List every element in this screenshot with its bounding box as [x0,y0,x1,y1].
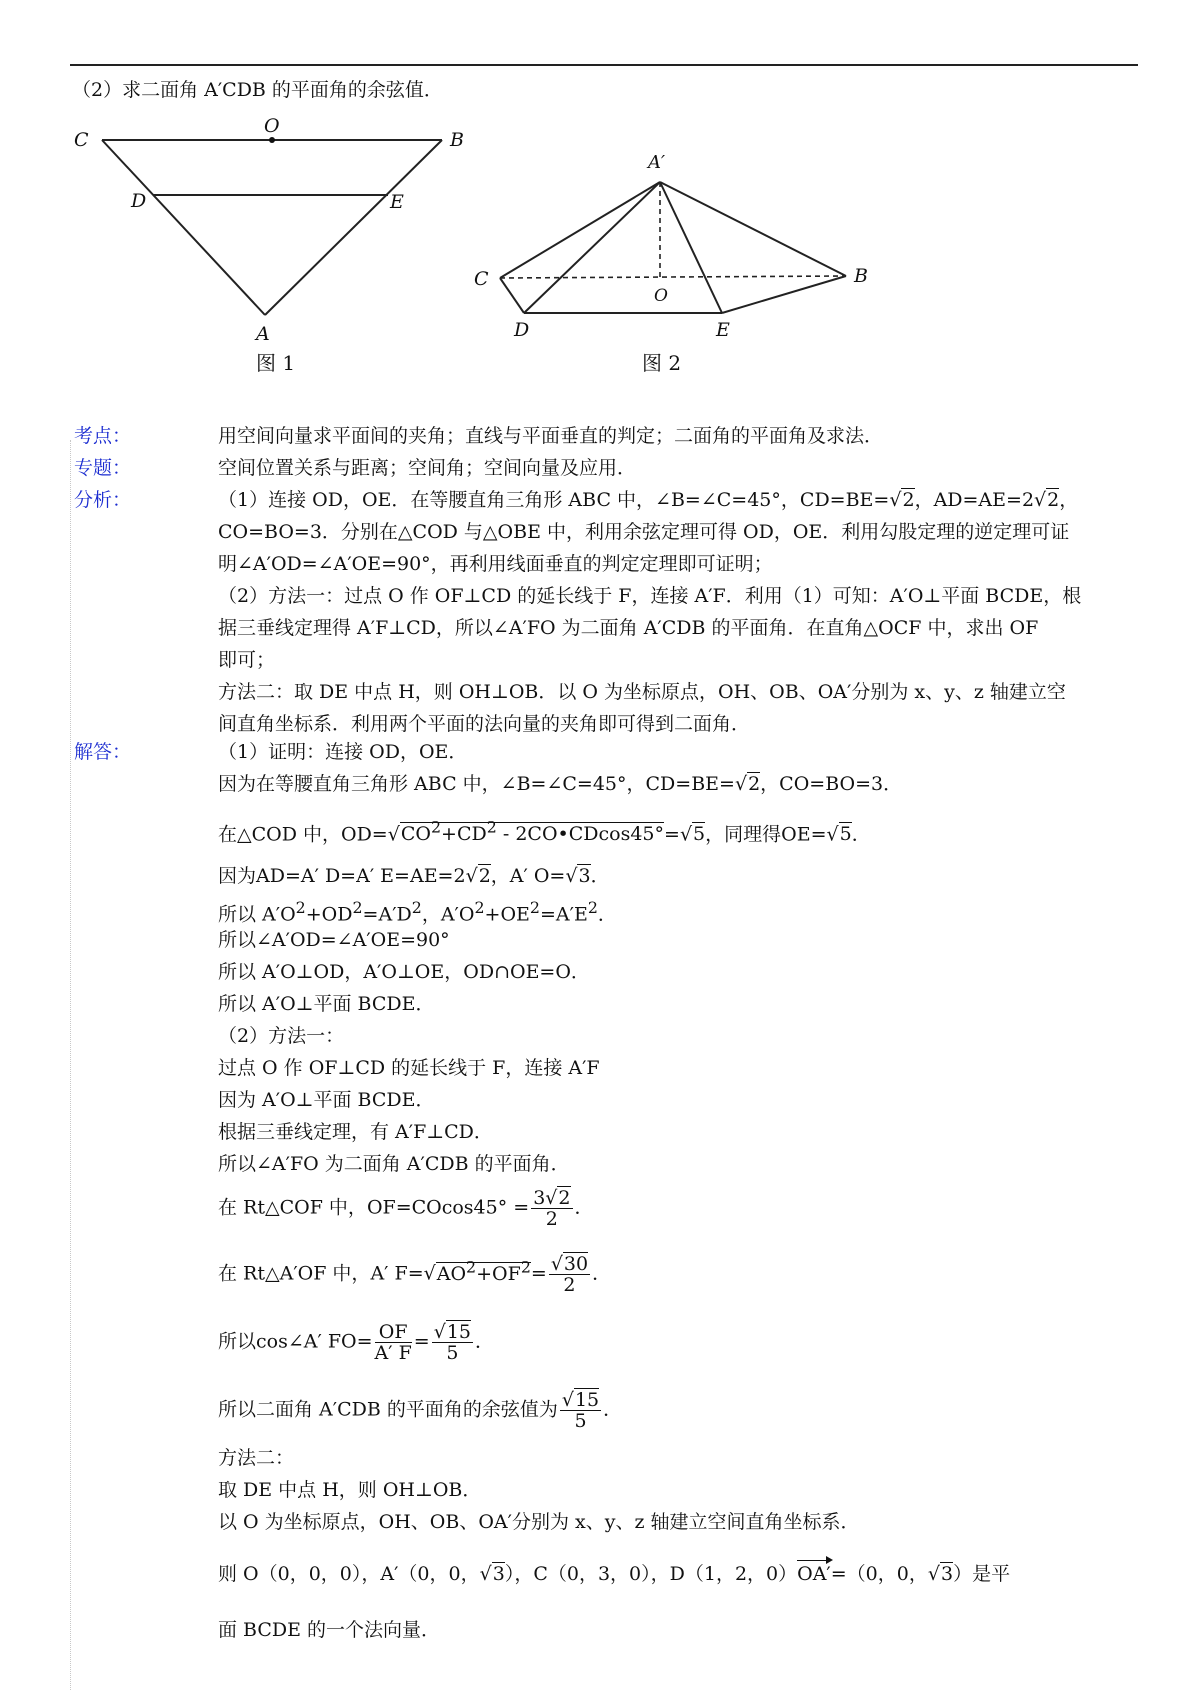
segment-ca [102,140,265,315]
jieda-l5-sup2: 2 [352,898,363,917]
jieda-line-15: 在 Rt△A′OF 中，A′ $F=√AO^2+OF^2=$ $\frac{√30}{2}$ ． [218,1253,612,1296]
jieda-l3-sqrt5b: 5 [839,823,852,846]
jieda-l3-cd: +CD [441,823,487,846]
jieda-line-3: 在△COD 中，$OD=√CO^2+CD^2$ - 2CO•CDcos45°=√5，同理得OE=√5． [218,818,871,846]
jieda-line-20: 以 O 为坐标原点，OH、OB、OA′分别为 x、y、z 轴建立空间直角坐标系． [218,1511,860,1533]
segment-a-c [500,182,660,278]
jieda-l21-sqrt3: 3 [492,1563,505,1585]
segment-c-d [500,278,524,313]
jieda-line-17 [218,1390,622,1431]
jieda-l15-den: 2 [563,1274,576,1296]
jieda-line-16 [218,1322,494,1363]
jieda-l14-den: 2 [545,1208,558,1230]
jieda-l16-f2-den: 5 [446,1342,459,1364]
figure-1-caption: 图 1 [256,351,296,375]
segment-ba [265,140,442,315]
jieda-l15-c: ． [592,1262,612,1285]
jieda-line-22: 面 BCDE 的一个法向量． [218,1619,441,1641]
jieda-l4-end: ． [590,865,610,887]
jieda-l5-f: =A′E [539,903,588,926]
jieda-l15-num: 30 [563,1253,589,1275]
jieda-l5-a: 所以 A′O [218,903,296,926]
jieda-line-14 [218,1188,594,1229]
jieda-l15-exp2: 2 [520,1257,531,1277]
jieda-line-11: 因为 A′O⊥平面 BCDE． [218,1089,435,1111]
jieda-l5-c: =A′D [362,903,412,926]
label-b: B [854,265,868,287]
jieda-l3-co: CO [400,823,431,846]
label-d: D [514,319,530,341]
point-o [269,137,275,143]
figure-2-caption: 图 2 [642,351,682,375]
label-e: E [716,319,730,341]
label-jieda: 解答： [74,741,132,763]
fenxi-l1-cd-be: CD=BE= [799,489,890,511]
jieda-l3-od: OD= [341,823,388,846]
jieda-l16-f1-num: OF [375,1322,412,1343]
fenxi-l1-sqrt2b: 2 [1047,489,1060,511]
fenxi-line-1: （1）连接 OD，OE．在等腰直角三角形 ABC 中，∠B=∠C=45°，CD=BE=√2，AD=AE=2√2， [218,489,1079,511]
jieda-l15-of: +OF [476,1262,521,1285]
label-o: O [264,115,280,137]
margin-dotted-line [70,440,71,1690]
jieda-l15-a: 在 Rt△A′OF 中， [218,1262,371,1285]
fraction-of-over-af [375,1322,412,1363]
jieda-line-19: 取 DE 中点 H，则 OH⊥OB． [218,1479,482,1501]
label-b: B [450,129,464,151]
label-c: C [74,129,89,151]
label-d: D [131,190,147,212]
jieda-line-13: 所以∠A′FO 为二面角 A′CDB 的平面角． [218,1153,570,1175]
jieda-l2-co-bo: ，CO=BO=3． [760,773,903,795]
jieda-l5-sup6: 2 [587,898,598,917]
jieda-l15-radicand [436,1257,531,1285]
jieda-l5-sup4: 2 [474,898,485,917]
segment-a-b [660,182,846,276]
label-c: C [474,268,489,290]
fenxi-l1-ad-ae: ，AD=AE= [914,489,1022,511]
jieda-line-21: 则 O（0，0，0），A′（0，0，√3），C（0，3，0），D（1，2，0）OA′=（0，0，√3）是平 [218,1563,1011,1585]
label-a: A [256,323,270,345]
jieda-line-8: 所以 A′O⊥平面 BCDE． [218,993,435,1015]
jieda-line-12: 根据三垂线定理，有 A′F⊥CD． [218,1121,493,1143]
jieda-l14-c: ． [574,1196,594,1219]
jieda-l3-sqrt5: 5 [693,823,706,846]
jieda-line-9: （2）方法一： [218,1025,345,1047]
jieda-l17-num: 15 [574,1389,600,1411]
jieda-l15-ao: AO [436,1262,467,1285]
label-e: E [390,191,404,213]
jieda-line-6: 所以∠A′OD=∠A′OE=90° [218,929,450,951]
jieda-l21-sqrt3b: 3 [940,1563,954,1585]
jieda-l16-c: ． [475,1330,495,1353]
jieda-l3-radicand [400,818,665,846]
fraction-sqrt15-over-5: $\frac{√15}{5}$ [433,1321,472,1364]
fenxi-l1-end: ， [1059,489,1079,511]
jieda-l16-f1-den: A′ F [374,1342,412,1364]
jieda-l21-c: =（0，0， [830,1563,928,1585]
jieda-l4-text: 因为AD=A′ D=A′ E=AE=2 [218,865,466,887]
jieda-l21-b: ），C（0，3，0），D（1，2，0） [504,1563,798,1585]
jieda-line-5 [218,896,617,926]
jieda-l4-sqrt3: 3 [578,865,591,887]
jieda-l3-tongli: ，同理得 [705,823,782,846]
jieda-l3-oe: OE= [781,823,827,846]
zhuanti-text: 空间位置关系与距离；空间角；空间向量及应用． [218,457,637,479]
question-part2: （2）求二面角 A′CDB 的平面角的余弦值． [72,79,443,101]
jieda-l17-den: 5 [574,1410,587,1432]
fenxi-line-6: 即可； [218,649,276,671]
jieda-l3-eq: = [664,823,680,846]
jieda-l3-text: 在△COD 中， [218,823,341,846]
kaodian-text: 用空间向量求平面间的夹角；直线与平面垂直的判定；二面角的平面角及求法． [218,425,884,447]
label-fenxi: 分析： [74,489,132,511]
jieda-l5-d: ，A′O [421,903,475,926]
jieda-l3-exp1: 2 [430,818,442,837]
label-a-prime: A′ [648,152,666,173]
jieda-l21-d: ）是平 [953,1563,1011,1585]
fraction-answer: $\frac{√15}{5}$ [561,1389,600,1432]
fenxi-line-7: 方法二：取 DE 中点 H，则 OH⊥OB．以 O 为坐标原点，OH、OB、OA′分别为 x、y、z 轴建立空 [218,681,1066,703]
jieda-l17-c: ． [603,1398,623,1421]
fenxi-line-4: （2）方法一：过点 O 作 OF⊥CD 的延长线于 F，连接 A′F．利用（1）可知：A′O⊥平面 BCDE，根 [218,585,1082,607]
jieda-l2-text: 因为在等腰直角三角形 ABC 中，∠B=∠C=45°， [218,773,646,795]
jieda-l16-eq: = [413,1330,430,1353]
fenxi-l1-coef: 2 [1021,489,1035,511]
jieda-line-2: 因为在等腰直角三角形 ABC 中，∠B=∠C=45°，CD=BE=√2，CO=BO=3． [218,773,903,795]
jieda-l5-sup5: 2 [529,898,540,917]
jieda-l14-num-a: 3 [533,1187,546,1209]
jieda-l3-term: - 2CO•CDcos45° [496,823,665,846]
figure-2 [460,140,880,380]
jieda-l17-a: 所以二面角 A′CDB 的平面角的余弦值为 [218,1398,558,1421]
jieda-l2-sqrt2: 2 [748,773,761,795]
dashed-segment-c-b [500,276,846,278]
jieda-line-1: （1）证明：连接 OD，OE． [218,741,468,763]
jieda-l5-g: ． [597,903,617,926]
jieda-l2-cd-be: CD=BE= [645,773,735,795]
jieda-line-10: 过点 O 作 OF⊥CD 的延长线于 F，连接 A′F [218,1057,600,1079]
segment-a-d [524,182,660,313]
jieda-l15-b: A′ F= [370,1262,424,1285]
fenxi-line-8: 间直角坐标系．利用两个平面的法向量的夹角即可得到二面角． [218,713,751,735]
jieda-line-4: 因为AD=A′ D=A′ E=AE=2√2，A′ O=√3． [218,865,610,887]
jieda-l16-b: cos∠A′ FO= [256,1330,373,1353]
jieda-l4-ao: ，A′ O= [490,865,566,887]
jieda-l15-exp1: 2 [466,1257,477,1277]
jieda-l14-b: OF=COcos45° = [366,1196,530,1219]
fenxi-l1-sqrt2: 2 [902,489,915,511]
fenxi-line-3: 明∠A′OD=∠A′OE=90°，再利用线面垂直的判定定理即可证明； [218,553,773,575]
jieda-l21-a: 则 O（0，0，0），A′（0，0， [218,1563,480,1585]
label-zhuanti: 专题： [74,457,132,479]
jieda-line-18: 方法二： [218,1447,295,1469]
header-rule [70,64,1138,66]
jieda-l16-f2-num: 15 [446,1321,472,1343]
fraction-sqrt30-over-2: $\frac{√30}{2}$ [550,1253,589,1296]
jieda-l14-num-b: 2 [558,1187,571,1209]
label-kaodian: 考点： [74,425,132,447]
jieda-l15-eq: = [530,1262,547,1285]
jieda-l5-e: +OE [484,903,530,926]
jieda-l5-b: +OD [305,903,353,926]
fenxi-line-5: 据三垂线定理得 A′F⊥CD，所以∠A′FO 为二面角 A′CDB 的平面角．在直角△OCF 中，求出 OF [218,617,1039,639]
jieda-l14-a: 在 Rt△COF 中， [218,1196,367,1219]
jieda-l4-sqrt2: 2 [478,865,491,887]
jieda-l3-exp2: 2 [486,818,497,837]
segment-a-e [660,182,722,313]
figure-1 [60,110,480,380]
vector-oa-prime: OA′ [797,1563,831,1585]
jieda-l5-sup3: 2 [411,898,422,917]
segment-e-b [722,276,846,313]
jieda-l16-a: 所以 [218,1330,257,1353]
label-o: O [654,286,668,306]
fraction-3sqrt2-over-2: $\frac{3√2}{2}$ [533,1187,571,1230]
jieda-line-7: 所以 A′O⊥OD，A′O⊥OE，OD∩OE=O． [218,961,590,983]
fenxi-l1-text: （1）连接 OD，OE．在等腰直角三角形 ABC 中，∠B=∠C=45°， [218,489,800,511]
fenxi-line-2: CO=BO=3．分别在△COD 与△OBE 中，利用余弦定理可得 OD，OE．利用勾股定理的逆定理可证 [218,521,1070,543]
jieda-l3-end: ． [851,823,871,846]
jieda-l5-sup1: 2 [295,898,306,917]
